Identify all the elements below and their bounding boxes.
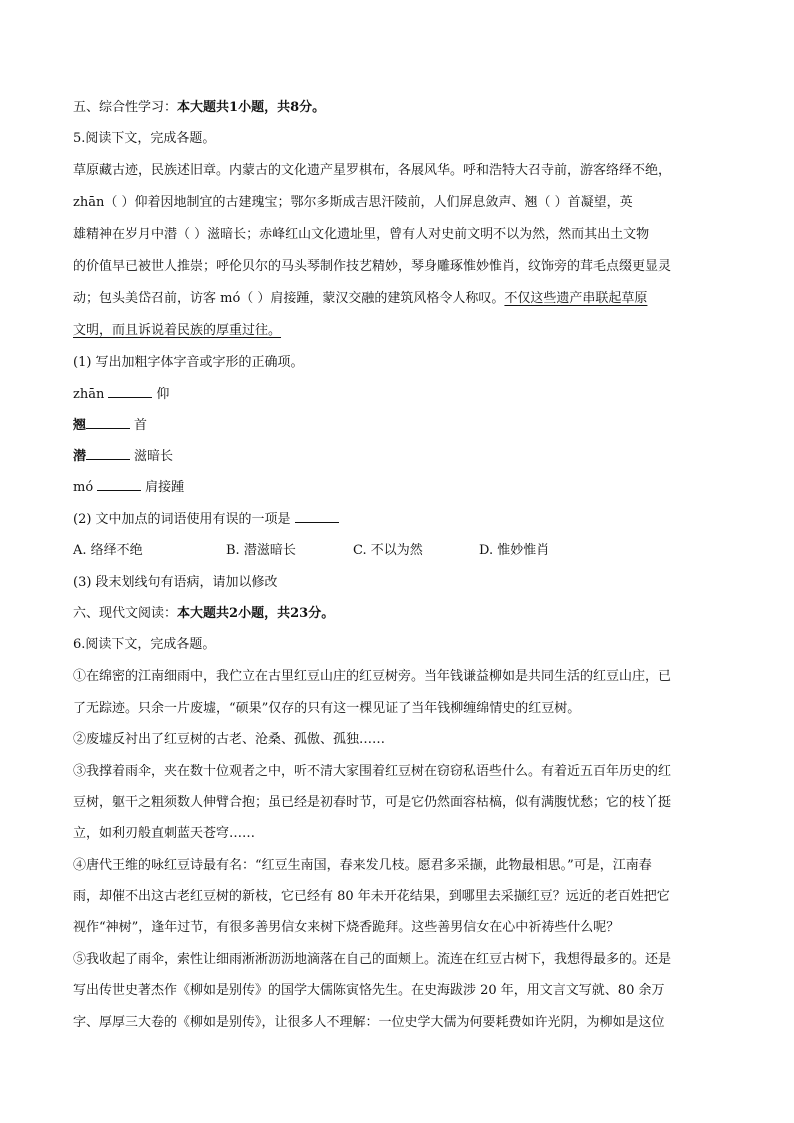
fill-item-3: 潜 滋暗长 xyxy=(73,449,174,464)
sub-question-2: (2) 文中加点的词语使用有误的一项是 xyxy=(73,510,343,530)
question-5-intro: 5.阅读下文，完成各题。 xyxy=(73,131,216,146)
option-b[interactable]: B. 潜滋暗长 xyxy=(226,543,296,558)
article-line: 视作“神树”，逢年过节，有很多善男信女来树下烧香跪拜。这些善男信女在心中祈祷些什么呢？ xyxy=(73,920,620,935)
option-c[interactable]: C. 不以为然 xyxy=(353,543,423,558)
article-line: ⑤我收起了雨伞，索性让细雨淅淅沥沥地滴落在自己的面颊上。流连在红豆古树下，我想得最多的。还是 xyxy=(73,952,672,967)
answer-blank[interactable] xyxy=(295,510,339,523)
article-line: 豆树，躯干之粗须数人伸臂合抱；虽已经是初春时节，可是它仍然面容枯槁，似有满腹忧愁；它的枝丫挺 xyxy=(73,795,672,810)
passage-line: 草原藏古迹，民族述旧章。内蒙古的文化遗产星罗棋布，各展风华。呼和浩特大召寺前，游客络绎不绝， xyxy=(73,163,672,178)
question-6-intro: 6.阅读下文，完成各题。 xyxy=(73,637,216,652)
sub-question-1: (1) 写出加粗字体字音或字形的正确项。 xyxy=(73,355,304,370)
article-line: 写出传世史著杰作《柳如是别传》的国学大儒陈寅恪先生。在史海跋涉 20 年，用文言文写就、80 余万 xyxy=(73,983,665,998)
passage-line: 的价值早已被世人推崇；呼伦贝尔的马头琴制作技艺精妙，琴身雕琢惟妙惟肖，纹饰旁的茸毛点缀更显灵 xyxy=(73,259,672,274)
article-line: ①在绵密的江南细雨中，我伫立在古里红豆山庄的红豆树旁。当年钱谦益柳如是共同生活的红豆山庄，已 xyxy=(73,669,672,684)
underlined-sentence: 不仅这些遗产串联起草原 xyxy=(504,291,648,306)
section-5-heading: 五、综合性学习：本大题共1小题，共8分。 xyxy=(73,100,326,115)
passage-line: 动；包头美岱召前，访客 mó（ ）肩接踵，蒙汉交融的建筑风格令人称叹。不仅这些遗产串联起草原 xyxy=(73,291,648,306)
article-line: ④唐代王维的咏红豆诗最有名：“红豆生南国，春来发几枝。愿君多采撷，此物最相思。”可是，江南春 xyxy=(73,858,652,873)
fill-item-2: 翘 首 xyxy=(73,418,148,433)
fill-item-4: mó 肩接踵 xyxy=(73,480,185,495)
answer-blank[interactable] xyxy=(86,447,130,460)
article-line: 字、厚厚三大卷的《柳如是别传》，让很多人不理解：一位史学大儒为何要耗费如许光阴，为柳如是这位 xyxy=(73,1015,665,1030)
article-line: 了无踪迹。只余一片废墟，“硕果”仅存的只有这一棵见证了当年钱柳缠绵情史的红豆树。 xyxy=(73,701,581,716)
options-row xyxy=(73,541,713,561)
passage-line: zhān（ ）仰着因地制宜的古建瑰宝；鄂尔多斯成吉思汗陵前，人们屏息敛声、翘（ ）首凝望，英 xyxy=(73,195,633,210)
option-a[interactable]: A. 络绎不绝 xyxy=(73,543,143,558)
answer-blank[interactable] xyxy=(86,416,130,429)
option-d[interactable]: D. 惟妙惟肖 xyxy=(479,543,550,558)
underlined-sentence: 文明，而且诉说着民族的厚重过往。 xyxy=(73,323,282,338)
article-line: 雨，却催不出这古老红豆树的新枝，它已经有 80 年未开花结果，到哪里去采撷红豆？远近的老百姓把它 xyxy=(73,889,670,904)
passage-line: 雄精神在岁月中潜（ ）滋暗长；赤峰红山文化遗址里，曾有人对史前文明不以为然，然而其出土文物 xyxy=(73,227,650,242)
article-line: ③我撑着雨伞，夹在数十位观者之中，听不清大家围着红豆树在窃窃私语些什么。有着近五百年历史的红 xyxy=(73,764,672,779)
answer-blank[interactable] xyxy=(108,385,152,398)
answer-blank[interactable] xyxy=(97,478,141,491)
article-line: 立，如利刃般直刺蓝天苍穹…… xyxy=(73,826,256,841)
sub-question-3: (3) 段末划线句有语病，请加以修改 xyxy=(73,575,278,590)
article-line: ②废墟反衬出了红豆树的古老、沧桑、孤傲、孤独…… xyxy=(73,732,386,747)
fill-item-1: zhān 仰 xyxy=(73,387,170,402)
section-6-heading: 六、现代文阅读：本大题共2小题，共23分。 xyxy=(73,606,335,621)
